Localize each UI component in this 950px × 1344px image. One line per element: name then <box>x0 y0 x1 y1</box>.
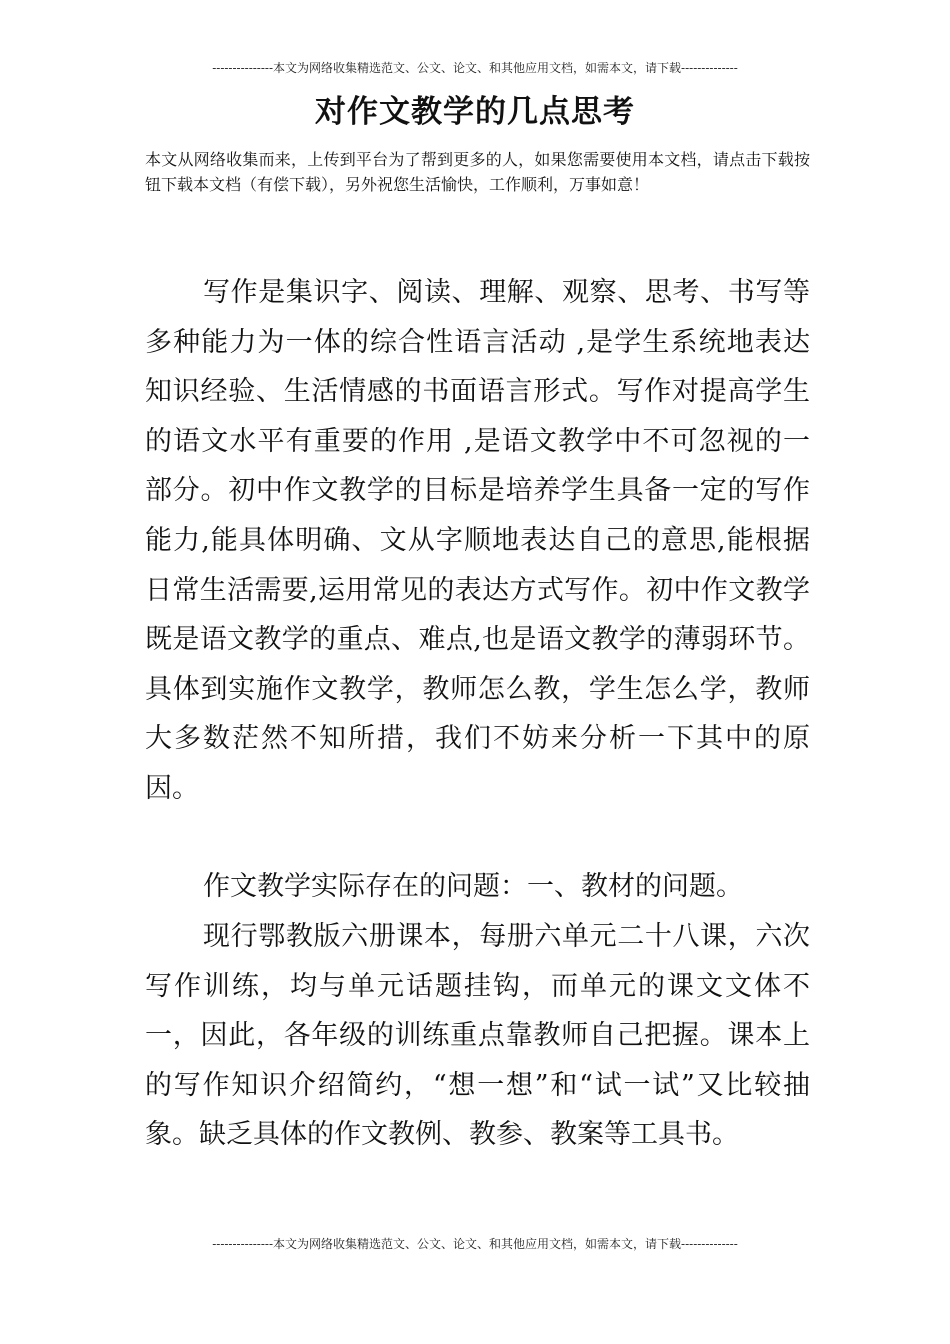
paragraph-2: 作文教学实际存在的问题：一、教材的问题。 <box>203 871 743 902</box>
intro-notice: 本文从网络收集而来，上传到平台为了帮到更多的人，如果您需要使用本文档，请点击下载按钮下载本文档（有偿下载），另外祝您生活愉快，工作顺利，万事如意！ <box>145 150 810 194</box>
paragraph-3: 现行鄂教版六册课本，每册六单元二十八课，六次写作训练，均与单元话题挂钩，而单元的课文文体不一，因此，各年级的训练重点靠教师自己把握。课本上的写作知识介绍简约，“想一想”和“试一试”又比较抽象。缺乏具体的作文教例、教参、教案等工具书。 <box>145 921 810 1151</box>
document-title: 对作文教学的几点思考 <box>315 94 635 130</box>
footer-banner: ---------------本文为网络收集精选范文、公文、论文、和其他应用文档，如需本文，请下载-------------- <box>212 1237 738 1251</box>
paragraph-1: 写作是集识字、阅读、理解、观察、思考、书写等多种能力为一体的综合性语言活动 ,是学生系统地表达知识经验、生活情感的书面语言形式。写作对提高学生的语文水平有重要的作用 ,是语文教学中不可忽视的一部分。初中作文教学的目标是培养学生具备一定的写作能力,能具体明确、文从字顺地表达自己的意思,能根据日常生活需要,运用常见的表达方式写作。初中作文教学既是语文教学的重点、难点,也是语文教学的薄弱环节。 具体到实施作文教学，教师怎么教，学生怎么学，教师大多数茫然不知所措，我们不妨来分析一下其中的原因。 <box>145 277 810 804</box>
header-banner: ---------------本文为网络收集精选范文、公文、论文、和其他应用文档，如需本文，请下载-------------- <box>212 61 738 75</box>
